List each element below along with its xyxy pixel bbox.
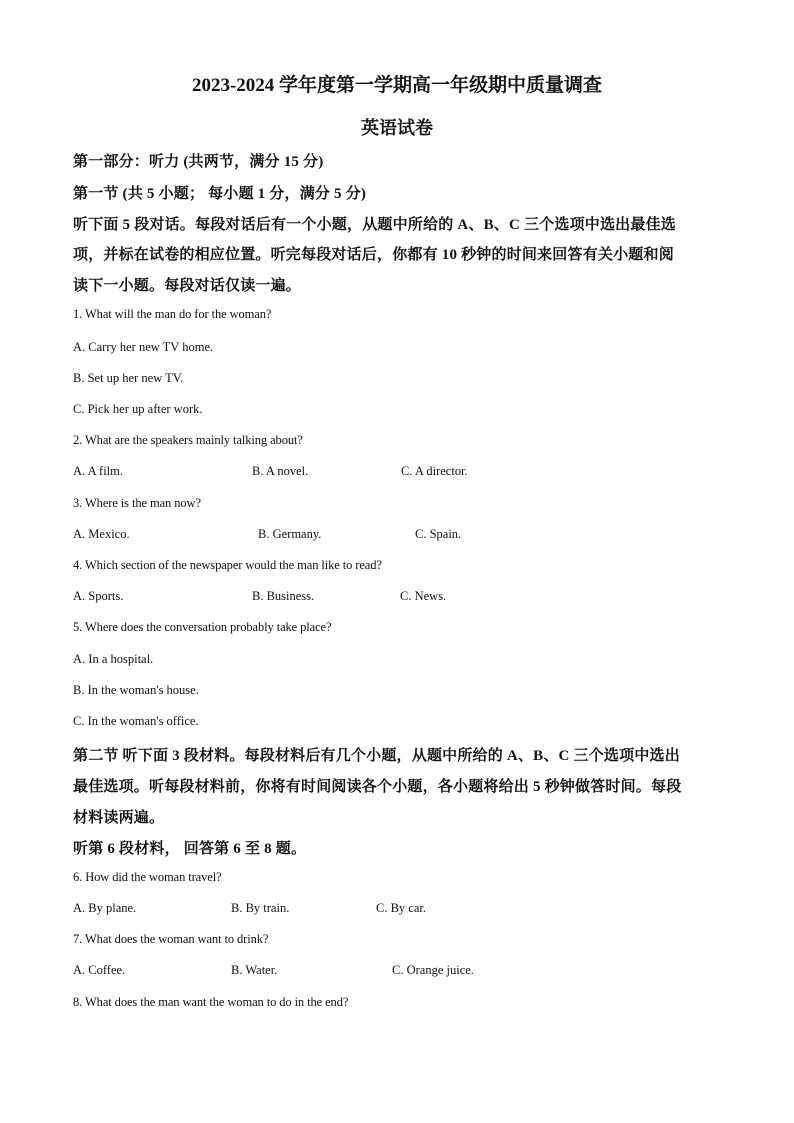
question-option: A. Carry her new TV home. xyxy=(73,340,214,354)
question-stem: 2. What are the speakers mainly talking about? xyxy=(73,433,303,447)
question-option: C. In the woman's office. xyxy=(73,714,199,728)
section1-instruction-line: 项，并标在试卷的相应位置。听完每段对话后，你都有 10 秒钟的时间来回答有关小题和阅 xyxy=(73,247,674,263)
question-option: B. Set up her new TV. xyxy=(73,371,184,385)
question-option: B. A novel. xyxy=(252,464,309,478)
question-stem: 7. What does the woman want to drink? xyxy=(73,932,269,946)
question-option: C. By car. xyxy=(376,901,426,915)
question-stem: 5. Where does the conversation probably take place? xyxy=(73,620,332,634)
question-option: C. Orange juice. xyxy=(392,963,474,977)
part1-heading: 第一部分：听力 (共两节，满分 15 分) xyxy=(73,154,324,170)
question-option: C. A director. xyxy=(401,464,468,478)
question-stem: 4. Which section of the newspaper would the man like to read? xyxy=(73,558,382,572)
question-option: A. Sports. xyxy=(73,589,124,603)
question-option: A. Coffee. xyxy=(73,963,126,977)
question-option: A. By plane. xyxy=(73,901,137,915)
question-stem: 1. What will the man do for the woman? xyxy=(73,307,272,321)
question-option: A. Mexico. xyxy=(73,527,130,541)
question-option: A. In a hospital. xyxy=(73,652,154,666)
section2-instruction-line: 最佳选项。听每段材料前，你将有时间阅读各个小题，各小题将给出 5 秒钟做答时间。每段 xyxy=(73,779,682,795)
question-option: B. By train. xyxy=(231,901,290,915)
exam-title: 2023-2024 学年度第一学期高一年级期中质量调查 xyxy=(191,75,603,96)
question-option: B. Business. xyxy=(252,589,315,603)
section2-instruction-line: 第二节 听下面 3 段材料。每段材料后有几个小题，从题中所给的 A、B、C 三个选项中选出 xyxy=(73,748,680,764)
material-heading: 听第 6 段材料， 回答第 6 至 8 题。 xyxy=(73,841,307,857)
question-stem: 8. What does the man want the woman to do in the end? xyxy=(73,995,349,1009)
question-option: C. Spain. xyxy=(415,527,462,541)
question-option: C. News. xyxy=(400,589,447,603)
question-option: A. A film. xyxy=(73,464,124,478)
section1-instruction-line: 听下面 5 段对话。每段对话后有一个小题，从题中所给的 A、B、C 三个选项中选出最佳选 xyxy=(73,217,676,233)
exam-subtitle: 英语试卷 xyxy=(361,118,433,138)
question-option: B. Germany. xyxy=(258,527,322,541)
question-stem: 3. Where is the man now? xyxy=(73,496,201,510)
question-option: B. In the woman's house. xyxy=(73,683,199,697)
question-stem: 6. How did the woman travel? xyxy=(73,870,222,884)
question-option: C. Pick her up after work. xyxy=(73,402,203,416)
section1-heading: 第一节 (共 5 小题； 每小题 1 分，满分 5 分) xyxy=(73,186,367,202)
section2-instruction-line: 材料读两遍。 xyxy=(73,810,165,826)
question-option: B. Water. xyxy=(231,963,278,977)
section1-instruction-line: 读下一小题。每段对话仅读一遍。 xyxy=(73,278,302,294)
